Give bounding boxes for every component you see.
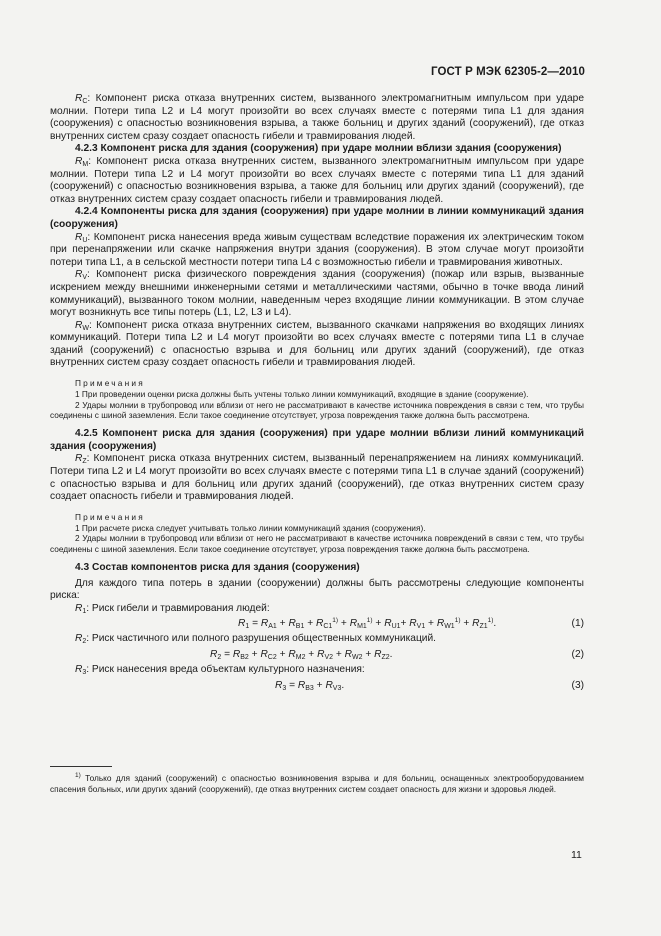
paragraph-rc: $R_C$: Компонент риска отказа внутренних систем, вызванного электромагнитным импульсом при ударе молнии. Потери типа L2 и L4 могут произойти во всех случаях вместе с потерями типа L1 для здания (сооружения) с опасностью возникновения взрыва, а также больниц и других зданий (сооружений), где отказ внутренних систем сразу создает опасность гибели и травмирования людей. [50, 93, 584, 142]
notes-block-2 [50, 512, 584, 555]
formula-2-expression: $R_2 = R_{B2} + R_{C2} + R_{M2} + R_{V2} + R_{W2} + R_{Z2}$. [210, 648, 393, 661]
note-item: 1 При расчете риска следует учитывать только линии коммуникаций здания (сооружения). [75, 522, 426, 533]
formula-2-number: (2) [571, 648, 584, 660]
paragraph-rw: $R_W$: Компонент риска отказа внутренних систем, вызванного скачками напряжения во входящих линиях коммуникаций. Потери типа L2 и L4 могут произойти во всех случаях вместе с потерями типа L1 в случае зданий (сооружений) с опасностью взрыва и для больниц или других зданий (сооружений), где отказ внутренних систем сразу создает опасность гибели и травмирования людей. [50, 319, 584, 369]
section-4-2-5-heading: 4.2.5 Компонент риска для здания (сооружения) при ударе молнии вблизи линий коммуникаций здания (сооружения) [50, 428, 584, 452]
footnote-divider [50, 766, 112, 767]
formula-3-number: (3) [571, 679, 584, 691]
formula-3 [50, 677, 584, 695]
main-content [50, 93, 584, 695]
paragraph-ru: $R_U$: Компонент риска нанесения вреда живым существам вследствие поражения их электрическим током при перенапряжении или скачке напряжения внутри здания (сооружения). В этом случае могут произойти потери типа L1, а в сельской местности потери типа L4 с возможностью гибели и травмирования животных. [50, 231, 584, 268]
notes-title: Примечания [75, 378, 145, 389]
formula-1 [50, 615, 584, 633]
formula-2 [50, 646, 584, 664]
note-item: 2 Удары молнии в трубопровод или вблизи от него не рассматривают в качестве источника повреждения в связи с тем, что трубы соединены с шиной заземления. Если такое соединение отсутствует, угроза повреждения также должна быть рассмотрена. [50, 399, 584, 421]
page-number: 11 [571, 849, 582, 861]
section-4-2-3-heading: 4.2.3 Компонент риска для здания (сооружения) при ударе молнии вблизи здания (сооружения) [75, 143, 562, 155]
risk-r3-label: $R_3$: Риск нанесения вреда объектам культурного назначения: [75, 663, 365, 676]
formula-3-expression: $R_3 = R_{B3} + R_{V3}$. [275, 679, 345, 692]
note-item: 1 При проведении оценки риска должны быть учтены только линии коммуникаций, входящие в здание (сооружение). [75, 388, 529, 399]
formula-1-expression: $R_1 = R_{A1} + R_{B1} + R_{C1}^{1)} + R_{M1}^{1)} + R_{U1}+ R_{V1} + R_{W1}^{1)} + R_{Z1}^{1)}$. [238, 617, 497, 631]
paragraph-rm: $R_M$: Компонент риска отказа внутренних систем, вызванного электромагнитным импульсом при ударе молнии. Потери типа L2 и L4 могут произойти во всех случаях вместе с потерями типа L1 для зданий (сооружений) с опасностью возникновения взрыва, а также для больниц или других зданий (сооружений), где отказ внутренних систем сразу создает опасность гибели и травмирования людей. [50, 155, 584, 205]
section-4-2-4-heading: 4.2.4 Компоненты риска для здания (сооружения) при ударе молнии в линии коммуникаций здания (сооружения) [50, 206, 584, 230]
notes-title: Примечания [75, 511, 145, 522]
formula-1-number: (1) [571, 618, 584, 630]
standard-header: ГОСТ Р МЭК 62305-2—2010 [431, 66, 585, 78]
intro-paragraph: Для каждого типа потерь в здании (сооружении) должны быть рассмотрены следующие компоненты риска: [50, 577, 584, 602]
notes-block-1 [50, 378, 584, 421]
risk-r2-label: $R_2$: Риск частичного или полного разрушения общественных коммуникаций. [75, 633, 436, 646]
note-item: 2 Удары молнии в трубопровод или вблизи от него не рассматривают в качестве источника повреждений в связи с тем, что трубы соединены с шиной заземления. Если такое соединение отсутствует, угроза повреждения также должна быть рассмотрена. [50, 533, 584, 555]
risk-r1-label: $R_1$: Риск гибели и травмирования людей: [75, 602, 270, 615]
section-4-3-heading: 4.3 Состав компонентов риска для здания (сооружения) [75, 562, 360, 573]
paragraph-rz: $R_Z$: Компонент риска отказа внутренних систем, вызванный перенапряжением на линиях коммуникаций. Потери типа L2 и L4 могут произойти во всех случаях вместе с потерями типа L1 в случае зданий (сооружений) с опасностью взрыва и для больниц или других зданий (сооружений), где отказ внутренних систем сразу создает опасность гибели и травмирования людей. [50, 453, 584, 503]
footnote: $^{1)}$ Только для зданий (сооружений) с опасностью возникновения взрыва и для больниц, оснащенных электрооборудованием спасения больных, или других зданий (сооружений), где отказ внутренних систем создает опасность для жизни и здоровья людей. [50, 772, 584, 794]
footnote-marker: 1) [75, 772, 81, 779]
paragraph-rv: $R_V$: Компонент риска физического повреждения здания (сооружения) (пожар или взрыв, вызванные искрением между внешними инженерными сетями и металлическими частями, обычно в точке ввода линий коммуникаций), вызванного током молнии, наведенным через входящие линии коммуникации. В этом случае могут возникнуть все типы потерь (L1, L2, L3 и L4). [50, 269, 584, 319]
